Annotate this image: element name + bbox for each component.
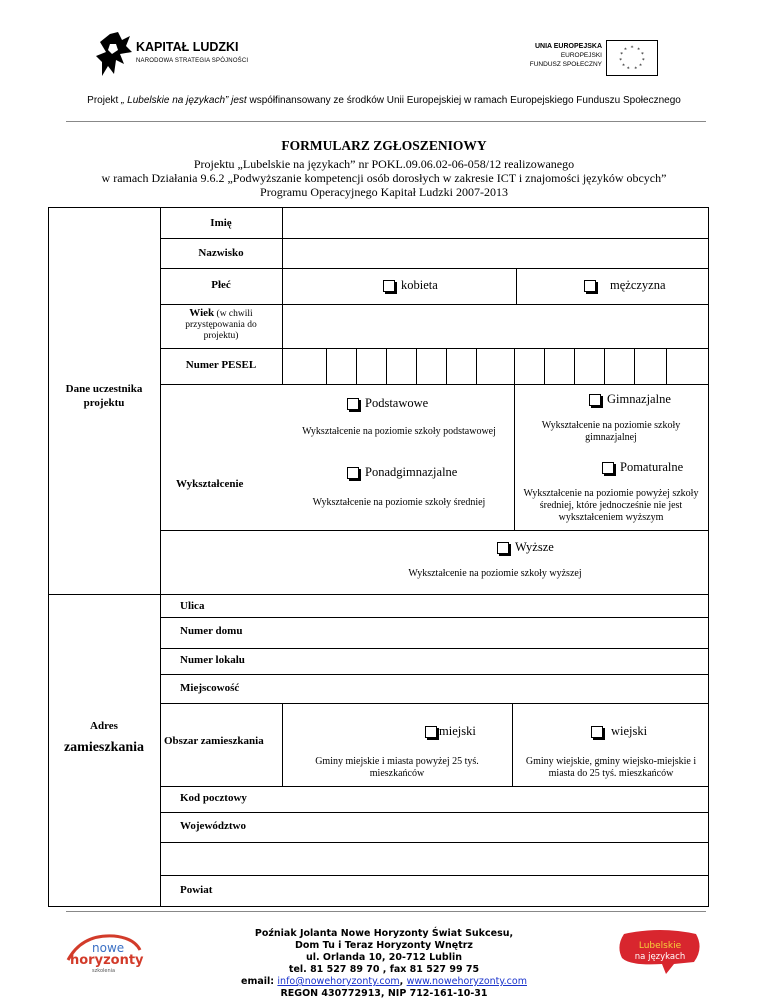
area-rural-desc-2: miasta do 25 tyś. mieszkańców <box>548 768 674 779</box>
area-urban-option[interactable] <box>425 724 476 739</box>
education-primary-label: Podstawowe <box>365 396 429 410</box>
svg-text:*: * <box>637 47 641 54</box>
house-number-label: Numer domu <box>180 625 243 637</box>
eu-line-2: EUROPEJSKI <box>560 52 602 59</box>
education-postsecondary-desc-2: średniej, które jednocześnie nie jest <box>539 500 683 511</box>
footer-line-4: tel. 81 527 89 70 , fax 81 527 99 75 <box>288 964 480 975</box>
participant-label-line-1: Dane uczestnika <box>65 383 143 395</box>
first-name-label: Imię <box>210 217 232 229</box>
form-subtitle <box>0 157 768 199</box>
area-divider <box>282 703 283 786</box>
street-label: Ulica <box>180 600 205 612</box>
footer-line-1: Poźniak Jolanta Nowe Horyzonty Świat Sukcesu, <box>254 928 514 939</box>
area-rural-desc-1: Gminy wiejskie, gminy wiejsko-miejskie i <box>525 756 697 767</box>
gender-male-label: mężczyzna <box>610 278 666 292</box>
apartment-number-field[interactable] <box>161 649 708 674</box>
form-subtitle-line-1: Projektu „Lubelskie na językach” nr POKL.09.06.02-06-058/12 realizowanego <box>193 157 575 171</box>
area-divider-2 <box>512 703 513 786</box>
county-field[interactable] <box>161 876 708 906</box>
row-line <box>160 268 709 269</box>
house-number-field[interactable] <box>161 618 708 648</box>
county-label: Powiat <box>180 884 213 896</box>
gender-label: Płeć <box>211 279 231 291</box>
svg-text:*: * <box>619 57 623 64</box>
education-higher-option[interactable] <box>497 540 554 555</box>
address-section-label <box>48 720 160 756</box>
last-name-field[interactable] <box>283 239 708 268</box>
area-rural-desc <box>514 756 708 780</box>
last-name-label: Nazwisko <box>198 247 244 259</box>
eu-logo <box>512 40 660 80</box>
eu-text <box>530 42 602 69</box>
address-label-line-2: zamieszkania <box>63 740 145 755</box>
city-label: Miejscowość <box>180 682 240 694</box>
education-secondary-option[interactable] <box>347 465 457 480</box>
footer-contact <box>200 928 568 1000</box>
row-line <box>160 384 709 385</box>
svg-text:*: * <box>620 52 624 59</box>
education-postsecondary-option[interactable] <box>602 460 683 475</box>
age-note-2: przystępowania do <box>185 320 257 330</box>
area-urban-desc-1: Gminy miejskie i miasta powyżej 25 tyś. <box>315 756 479 767</box>
postal-code-field[interactable] <box>161 787 708 812</box>
address-label-line-1: Adres <box>90 720 118 732</box>
voivodeship-label: Województwo <box>180 820 246 832</box>
education-secondary-label: Ponadgimnazjalne <box>365 465 458 479</box>
kapital-ludzki-emblem-icon <box>96 30 132 80</box>
email-link[interactable]: info@nowehoryzonty.com <box>277 976 400 987</box>
age-field[interactable] <box>283 305 708 348</box>
nowe-horyzonty-swirl-icon <box>62 930 144 974</box>
pesel-label: Numer PESEL <box>185 359 257 371</box>
area-label: Obszar zamieszkania <box>164 735 264 747</box>
footer-divider <box>66 911 706 912</box>
svg-text:*: * <box>626 66 630 73</box>
project-name: „ Lubelskie na językach” jest <box>121 95 247 106</box>
education-postsecondary-label: Pomaturalne <box>620 460 684 474</box>
checkbox-icon[interactable] <box>602 462 614 474</box>
gender-female-option[interactable] <box>383 278 438 293</box>
form-title: FORMULARZ ZGŁOSZENIOWY <box>281 138 487 153</box>
eu-line-1: UNIA EUROPEJSKA <box>534 43 602 50</box>
svg-text:*: * <box>634 66 638 73</box>
project-suffix: współfinansowany ze środków Unii Europejskiej w ramach Europejskiego Funduszu Społecznego <box>246 95 681 106</box>
svg-text:*: * <box>640 52 644 59</box>
checkbox-icon[interactable] <box>584 280 596 292</box>
age-label-title: Wiek <box>189 307 215 319</box>
nh-logo-word-3: szkolenia <box>92 968 116 974</box>
kapital-ludzki-subtitle: NARODOWA STRATEGIA SPÓJNOŚCI <box>136 58 249 64</box>
gender-divider <box>516 268 517 304</box>
area-urban-desc-2: mieszkańców <box>369 768 425 779</box>
lnj-word-2: na językach <box>634 952 686 962</box>
email-label: email: <box>241 976 278 987</box>
row-line <box>160 530 709 531</box>
table-border-bottom <box>48 906 709 907</box>
lubelskie-na-jezykach-logo <box>614 928 706 976</box>
svg-text:*: * <box>622 63 625 70</box>
area-urban-desc <box>284 756 510 780</box>
footer-line-2: Dom Tu i Teraz Horyzonty Wnętrz <box>295 940 473 951</box>
svg-text:*: * <box>641 57 645 64</box>
lnj-word-1: Lubelskie <box>638 941 682 951</box>
kapital-ludzki-title: KAPITAŁ LUDZKI <box>136 40 239 54</box>
footer-line-5 <box>200 976 568 988</box>
area-rural-label: wiejski <box>611 724 648 738</box>
blank-row[interactable] <box>161 843 708 875</box>
checkbox-icon[interactable] <box>589 394 601 406</box>
participant-section-label <box>60 382 148 410</box>
checkbox-icon[interactable] <box>383 280 395 292</box>
education-gymnasium-option[interactable] <box>589 392 671 407</box>
svg-text:*: * <box>639 63 642 70</box>
street-field[interactable] <box>161 595 708 617</box>
education-postsecondary-desc-1: Wykształcenie na poziomie powyżej szkoły <box>523 488 699 499</box>
gender-male-option[interactable] <box>584 278 666 293</box>
voivodeship-field[interactable] <box>161 813 708 842</box>
table-border-left <box>48 207 49 594</box>
website-link[interactable]: www.nowehoryzonty.com <box>406 976 527 987</box>
education-divider <box>514 384 515 530</box>
table-border-right <box>708 207 709 907</box>
age-label <box>160 308 282 342</box>
footer-line-6: REGON 430772913, NIP 712-161-10-31 <box>280 988 488 999</box>
education-gymnasium-desc-2: gimnazjalnej <box>585 432 637 443</box>
gender-female-label: kobieta <box>401 278 438 292</box>
checkbox-icon[interactable] <box>347 467 359 479</box>
city-field[interactable] <box>161 675 708 703</box>
first-name-field[interactable] <box>283 208 708 238</box>
eu-flag-icon <box>606 40 658 76</box>
footer-line-3: ul. Orlanda 10, 20-712 Lublin <box>306 952 462 963</box>
form-subtitle-line-2: w ramach Działania 9.6.2 „Podwyższanie kompetencji osób dorosłych w zakresie ICT i znajomości języków obcych” <box>101 171 667 185</box>
nh-logo-word-2: horyzonty <box>70 953 144 968</box>
eu-line-3: FUNDUSZ SPOŁECZNY <box>529 61 602 68</box>
project-cofinancing-line <box>0 95 768 106</box>
age-note-3: projektu) <box>203 331 239 341</box>
footer-sep: , <box>399 976 407 987</box>
speech-bubble-icon <box>614 928 706 976</box>
education-primary-desc: Wykształcenie na poziomie szkoły podstawowej <box>302 426 496 437</box>
nh-logo-word-1: nowe <box>92 941 125 955</box>
education-postsecondary-desc-3: wykształceniem wyższym <box>558 512 664 523</box>
checkbox-icon[interactable] <box>347 398 359 410</box>
form-subtitle-line-3: Programu Operacyjnego Kapitał Ludzki 2007-2013 <box>260 185 508 199</box>
education-gymnasium-desc <box>516 420 706 444</box>
project-prefix: Projekt <box>87 95 122 106</box>
education-secondary-desc: Wykształcenie na poziomie szkoły średniej <box>312 497 486 508</box>
participant-label-line-2: projektu <box>83 397 125 409</box>
row-line <box>160 703 709 704</box>
education-higher-desc: Wykształcenie na poziomie szkoły wyższej <box>408 568 582 579</box>
checkbox-icon[interactable] <box>425 726 437 738</box>
svg-text:*: * <box>623 47 627 54</box>
apartment-number-label: Numer lokalu <box>180 654 245 666</box>
education-higher-label: Wyższe <box>515 540 554 554</box>
svg-text:*: * <box>630 45 634 52</box>
age-note-1: (w chwili <box>216 309 253 319</box>
header-divider <box>66 121 706 122</box>
nowe-horyzonty-logo <box>62 930 144 974</box>
education-gymnasium-label: Gimnazjalne <box>607 392 671 406</box>
education-postsecondary-desc <box>516 488 706 524</box>
postal-code-label: Kod pocztowy <box>180 792 247 804</box>
kapital-ludzki-logo <box>96 30 256 82</box>
area-rural-option[interactable] <box>591 724 647 739</box>
education-label: Wykształcenie <box>176 478 244 490</box>
checkbox-icon[interactable] <box>497 542 509 554</box>
pesel-field[interactable] <box>283 349 708 384</box>
education-gymnasium-desc-1: Wykształcenie na poziomie szkoły <box>541 420 681 431</box>
checkbox-icon[interactable] <box>591 726 603 738</box>
education-primary-option[interactable] <box>347 396 428 411</box>
area-urban-label: miejski <box>439 724 476 738</box>
